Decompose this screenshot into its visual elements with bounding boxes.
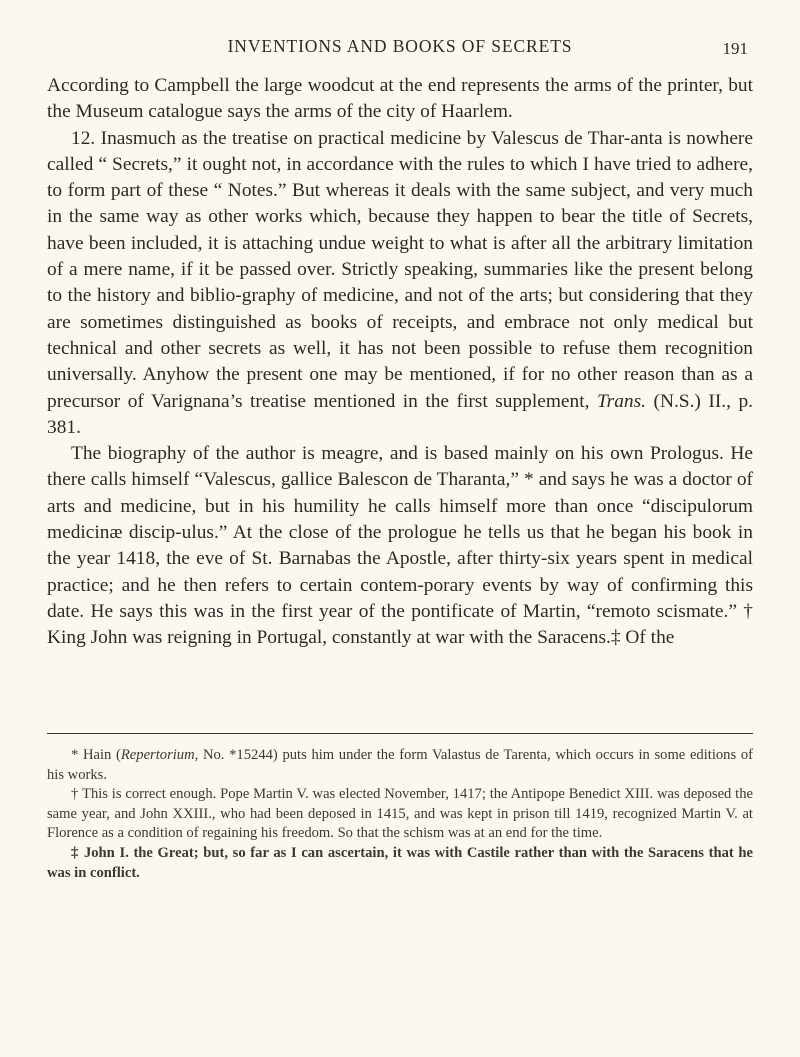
running-title: INVENTIONS AND BOOKS OF SECRETS <box>227 36 573 56</box>
footnotes <box>47 746 753 883</box>
paragraph-section-12-text: 12. Inasmuch as the treatise on practical medicine by Valescus de Thar-anta is nowhere called “ Secrets,” it ought not, in accordance with the rules to which I have tried to adhere, to form part of these “ Notes.” But whereas it deals with the same subject, and very much in the same way as other works which, because they happen to bear the title of Secrets, have been included, it is attaching undue weight to what is after all the arbitrary limitation of a mere name, if it be passed over. Strictly speaking, summaries like the present belong to the history and biblio-graphy of medicine, and not of the arts; but considering that they are sometimes distinguished as books of receipts, and embrace not only medical but technical and other secrets as well, it has not been possible to refuse them recognition universally. Anyhow the present one may be mentioned, if for no other reason than as a precursor of Varignana’s treatise mentioned in the first supplement, <box>47 127 753 412</box>
footnote-asterisk-start: * Hain ( <box>71 747 121 763</box>
paragraph-biography: The biography of the author is meagre, and is based mainly on his own Prologus. He there calls himself “Valescus, gallice Balescon de Tharanta,” * and says he was a doctor of arts and medicine, but in his humility he calls himself more than once “discipulorum medicinæ discip-ulus.” At the close of the prologue he tells us that he began his book in the year 1418, the eve of St. Barnabas the Apostle, after thirty-six years spent in medical practice; and he then refers to certain contem-porary events by way of confirming this date. He says this was in the first year of the pontificate of Martin, “remoto scismate.” † King John was reigning in Portugal, constantly at war with the Saracens.‡ Of the <box>47 443 753 649</box>
footnote-rule <box>47 733 753 734</box>
paragraph-section-12 <box>47 126 753 442</box>
trans-abbreviation: Trans. <box>596 390 646 412</box>
footnote-dagger: † This is correct enough. Pope Martin V. was elected November, 1417; the Antipope Benedict XIII. was deposed the same year, and John XXIII., who had been deposed in 1415, and was kept in prison till 1419, recognized Martin V. at Florence as a condition of regaining his freedom. So that the schism was at an end for the time. <box>47 786 753 842</box>
paragraph-section-12-citation: (N.S.) II., p. 381. <box>47 390 753 438</box>
main-text <box>47 73 753 652</box>
page-number: 191 <box>722 39 748 58</box>
paragraph-campbell: According to Campbell the large woodcut at the end represents the arms of the printer, but the Museum catalogue says the arms of the city of Haarlem. <box>47 75 753 123</box>
footnote-double-dagger: ‡ John I. the Great; but, so far as I can ascertain, it was with Castile rather than with the Saracens that he was in conflict. <box>47 844 753 881</box>
footnote-asterisk <box>47 746 753 785</box>
footnote-asterisk-title: Repertorium, <box>120 747 199 763</box>
footnote-asterisk-end: No. *15244) puts him under the form Valastus de Tarenta, which occurs in some editions of his works. <box>47 747 753 783</box>
running-head <box>0 36 800 62</box>
